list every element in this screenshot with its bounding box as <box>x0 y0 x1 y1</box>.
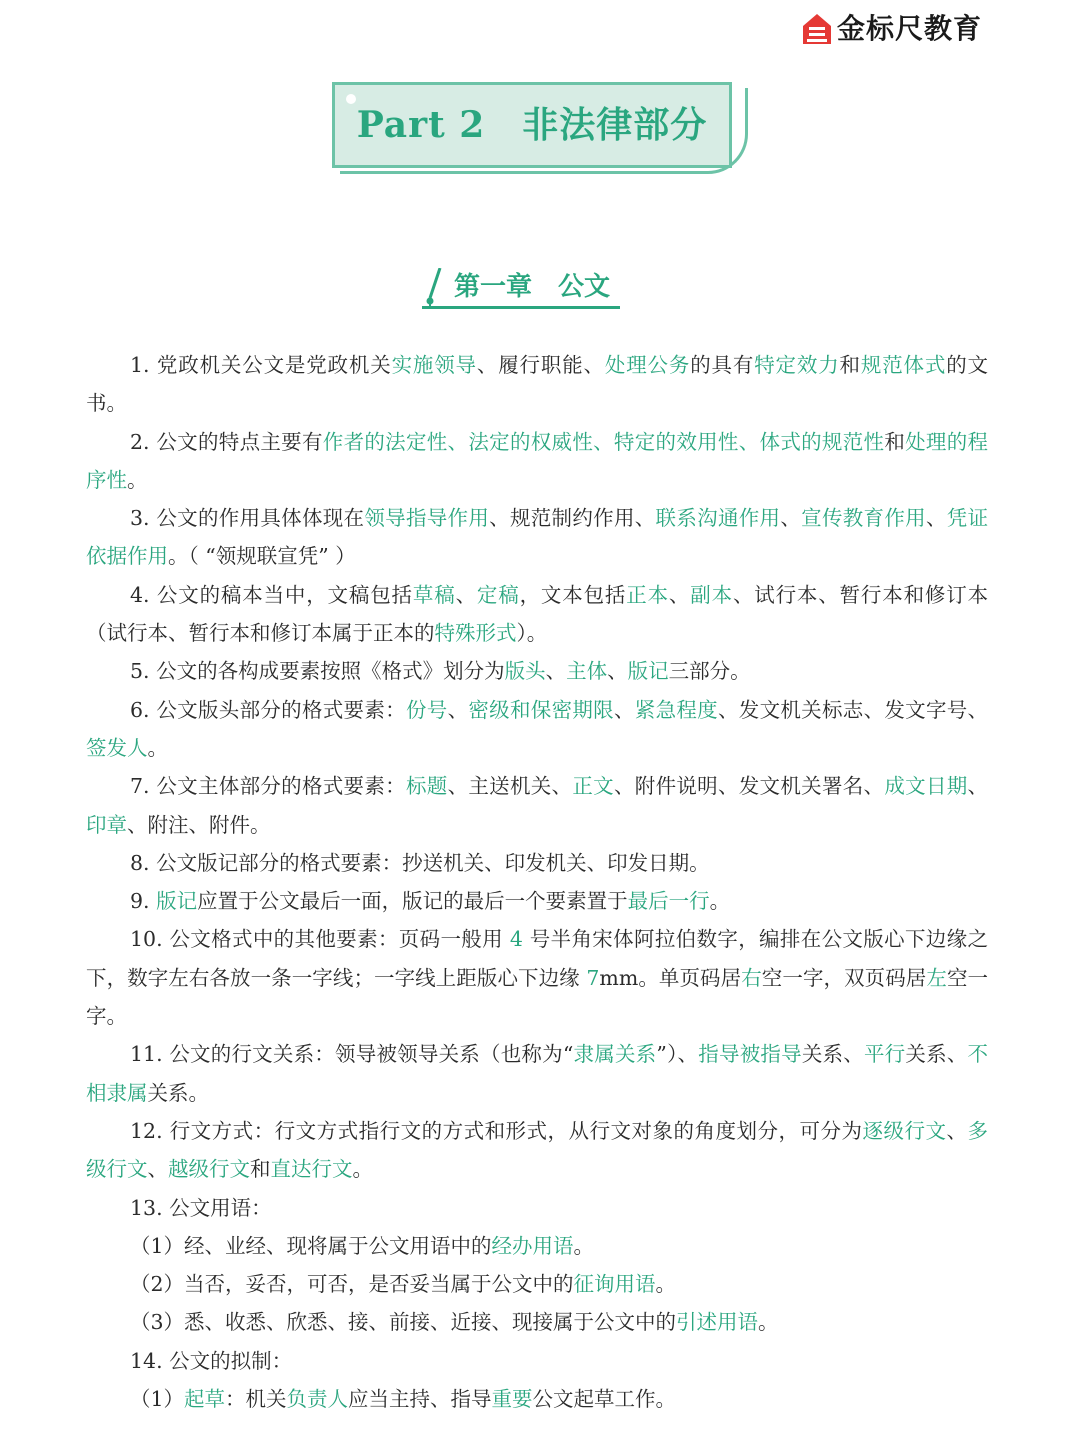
highlighted-text: 正本 <box>626 582 669 607</box>
text-segment: 10. 公文格式中的其他要素：页码一般用 <box>130 927 510 952</box>
text-segment: 、 <box>147 1157 168 1182</box>
text-segment: 关系。 <box>147 1080 209 1105</box>
text-segment: 11. 公文的行文关系：领导被领导关系（也称为“ <box>130 1042 574 1067</box>
highlighted-text: 处理的程序性 <box>86 429 989 492</box>
list-item <box>86 1035 988 1112</box>
highlighted-text: 宣传教育作用 <box>801 506 926 531</box>
text-segment: 7. 公文主体部分的格式要素： <box>130 774 406 799</box>
highlighted-text: 规范体式 <box>860 353 947 377</box>
sub-item <box>86 1265 988 1303</box>
highlighted-text: 密级和保密期限 <box>468 697 614 722</box>
highlighted-text: 草稿 <box>412 582 456 607</box>
text-segment: 13. 公文用语： <box>130 1195 272 1220</box>
highlighted-text: 重要 <box>491 1387 533 1412</box>
text-segment: （3）悉、收悉、欣悉、接、前接、近接、现接属于公文中的 <box>130 1310 677 1335</box>
highlighted-text: 版头 <box>504 659 546 684</box>
text-segment: 3. 公文的作用具体体现在 <box>130 506 365 531</box>
highlighted-text: 平行 <box>863 1042 906 1067</box>
highlighted-text: 4 <box>509 927 523 952</box>
list-item <box>86 920 988 1035</box>
highlighted-text: 征询用语 <box>573 1272 656 1297</box>
list-item <box>86 882 988 920</box>
text-segment: 8. 公文版记部分的格式要素：抄送机关、印发机关、印发日期。 <box>130 850 710 875</box>
text-segment: 。（ “领规联宣凭” ） <box>168 544 356 569</box>
text-segment: ”）、 <box>656 1042 699 1067</box>
text-segment: 号半角宋体阿拉伯数字，编排在公文版心下边缘之下，数字左右各放一条一字线；一字线上距版心下边缘 <box>86 927 988 990</box>
text-segment: 的文书。 <box>86 353 989 416</box>
list-item <box>86 652 988 690</box>
text-segment: 5. 公文的各构成要素按照《格式》划分为 <box>130 659 505 684</box>
list-item <box>86 767 988 844</box>
text-segment: 。 <box>573 1233 595 1258</box>
highlighted-text: 右 <box>741 965 762 990</box>
text-segment: ，文本包括 <box>519 582 627 607</box>
list-item <box>86 1189 988 1227</box>
part-title: Part 2 非法律部分 <box>356 104 708 146</box>
list-item <box>86 691 988 768</box>
highlighted-text: 隶属关系 <box>573 1042 657 1067</box>
highlighted-text: 版记 <box>156 889 198 914</box>
highlighted-text: 经办用语 <box>491 1233 574 1258</box>
text-segment: （2）当否，妥否，可否，是否妥当属于公文中的 <box>130 1272 574 1297</box>
text-segment: 、 <box>613 697 635 722</box>
chapter-title: 第一章 公文 <box>454 272 611 302</box>
text-segment: 6. 公文版头部分的格式要素： <box>130 697 406 722</box>
list-item <box>86 1342 988 1380</box>
highlighted-text: 引述用语 <box>676 1310 759 1335</box>
text-segment: 。 <box>127 467 148 492</box>
text-segment: 、附注、附件。 <box>127 812 271 837</box>
highlighted-text: 印章 <box>86 812 127 837</box>
text-segment: 、 <box>455 582 477 607</box>
highlighted-text: 左 <box>926 965 947 990</box>
highlighted-text: 多级行文 <box>86 1118 989 1182</box>
text-segment: 、试行本、暂行本和修订本（试行本、暂行本和修订本属于正本的 <box>86 582 989 646</box>
text-segment: ）。 <box>516 621 548 646</box>
highlighted-text: 联系沟通作用 <box>655 506 781 531</box>
highlighted-text: 特定效力 <box>754 353 840 377</box>
highlighted-text: 副本 <box>690 582 733 607</box>
highlighted-text: 直达行文 <box>270 1157 353 1182</box>
chapter-heading <box>422 262 622 312</box>
highlighted-text: 签发人 <box>86 735 148 760</box>
brand-mark-icon <box>803 14 831 44</box>
document-body <box>86 346 988 1418</box>
text-segment: 、 <box>967 774 989 799</box>
text-segment: 、附件说明、发文机关署名、 <box>613 774 885 799</box>
text-segment: 关系、 <box>801 1042 864 1067</box>
highlighted-text: 版记 <box>627 659 669 684</box>
text-segment: 2. 公文的特点主要有 <box>130 429 323 454</box>
text-segment: 。 <box>709 889 731 914</box>
text-segment: 空一字，双页码居 <box>761 965 927 990</box>
text-segment: 4. 公文的稿本当中，文稿包括 <box>130 582 413 607</box>
text-segment: 14. 公文的拟制： <box>130 1348 293 1373</box>
list-item <box>86 576 988 653</box>
text-segment: 。 <box>352 1157 373 1182</box>
highlighted-text: 成文日期 <box>884 774 968 799</box>
text-segment: 、 <box>607 659 628 684</box>
highlighted-text: 凭证依据作用 <box>86 506 989 569</box>
brand-name: 金标尺教育 <box>836 12 982 45</box>
sub-item <box>86 1380 988 1418</box>
text-segment: 、主送机关、 <box>447 774 573 799</box>
pen-icon <box>426 268 444 308</box>
text-segment: 、 <box>668 582 691 607</box>
sub-item <box>86 1303 988 1341</box>
text-segment: 、发文机关标志、发文字号、 <box>717 697 989 722</box>
list-item <box>86 346 988 423</box>
text-segment: 12. 行文方式：行文方式指行文的方式和形式，从行文对象的角度划分，可分为 <box>130 1118 863 1143</box>
highlighted-text: 最后一行 <box>627 889 710 914</box>
list-item <box>86 499 988 576</box>
text-segment: 和 <box>250 1157 271 1182</box>
text-segment: 9. <box>130 889 157 914</box>
text-segment: 公文起草工作。 <box>532 1387 677 1412</box>
list-item <box>86 844 988 882</box>
text-segment: 和 <box>839 353 861 377</box>
highlighted-text: 标题 <box>405 774 448 799</box>
text-segment: 三部分。 <box>668 659 751 684</box>
text-segment: 关系、 <box>905 1042 968 1067</box>
highlighted-text: 处理公务 <box>604 353 691 377</box>
highlighted-text: 逐级行文 <box>862 1118 947 1143</box>
text-segment: 应置于公文最后一面，版记的最后一个要素置于 <box>197 889 628 914</box>
text-segment: 、履行职能、 <box>476 353 605 377</box>
text-segment: 空一字。 <box>86 965 989 1029</box>
highlighted-text: 领导指导作用 <box>364 506 490 531</box>
text-segment: 的具有 <box>690 353 755 377</box>
text-segment: 、 <box>925 506 947 531</box>
highlighted-text: 主体 <box>566 659 608 684</box>
text-segment: 、 <box>545 659 567 684</box>
highlighted-text: 负责人 <box>286 1387 349 1412</box>
text-segment: 应当主持、指导 <box>348 1387 492 1412</box>
brand-logo <box>803 14 982 44</box>
text-segment: 、 <box>447 697 469 722</box>
text-segment: mm。单页码居 <box>599 965 742 990</box>
text-segment: 。 <box>758 1310 779 1335</box>
highlighted-text: 指导被指导 <box>698 1042 802 1067</box>
highlighted-text: 起草 <box>184 1387 226 1412</box>
highlighted-text: 不相隶属 <box>86 1042 989 1105</box>
text-segment: ：机关 <box>225 1387 287 1412</box>
text-segment: 、 <box>780 506 802 531</box>
text-segment: （1） <box>130 1387 185 1412</box>
text-segment: 1. 党政机关公文是党政机关 <box>130 353 392 377</box>
text-segment: 。 <box>655 1272 677 1297</box>
part-banner <box>332 82 752 174</box>
text-segment: 和 <box>884 429 906 454</box>
text-segment: 、规范制约作用、 <box>489 506 656 531</box>
text-segment: 。 <box>147 735 168 760</box>
list-item <box>86 1112 988 1189</box>
text-segment: 、 <box>946 1118 968 1143</box>
highlighted-text: 定稿 <box>476 582 520 607</box>
text-segment: （1）经、业经、现将属于公文用语中的 <box>130 1233 492 1258</box>
list-item <box>86 423 988 500</box>
highlighted-text: 作者的法定性、法定的权威性、特定的效用性、体式的规范性 <box>322 429 885 454</box>
highlighted-text: 特殊形式 <box>434 621 517 646</box>
sub-item <box>86 1227 988 1265</box>
highlighted-text: 正文 <box>572 774 614 799</box>
highlighted-text: 实施领导 <box>391 353 477 377</box>
chapter-underline <box>422 306 620 309</box>
highlighted-text: 7 <box>586 965 600 990</box>
highlighted-text: 越级行文 <box>168 1157 250 1182</box>
highlighted-text: 紧急程度 <box>634 697 718 722</box>
highlighted-text: 份号 <box>405 697 448 722</box>
